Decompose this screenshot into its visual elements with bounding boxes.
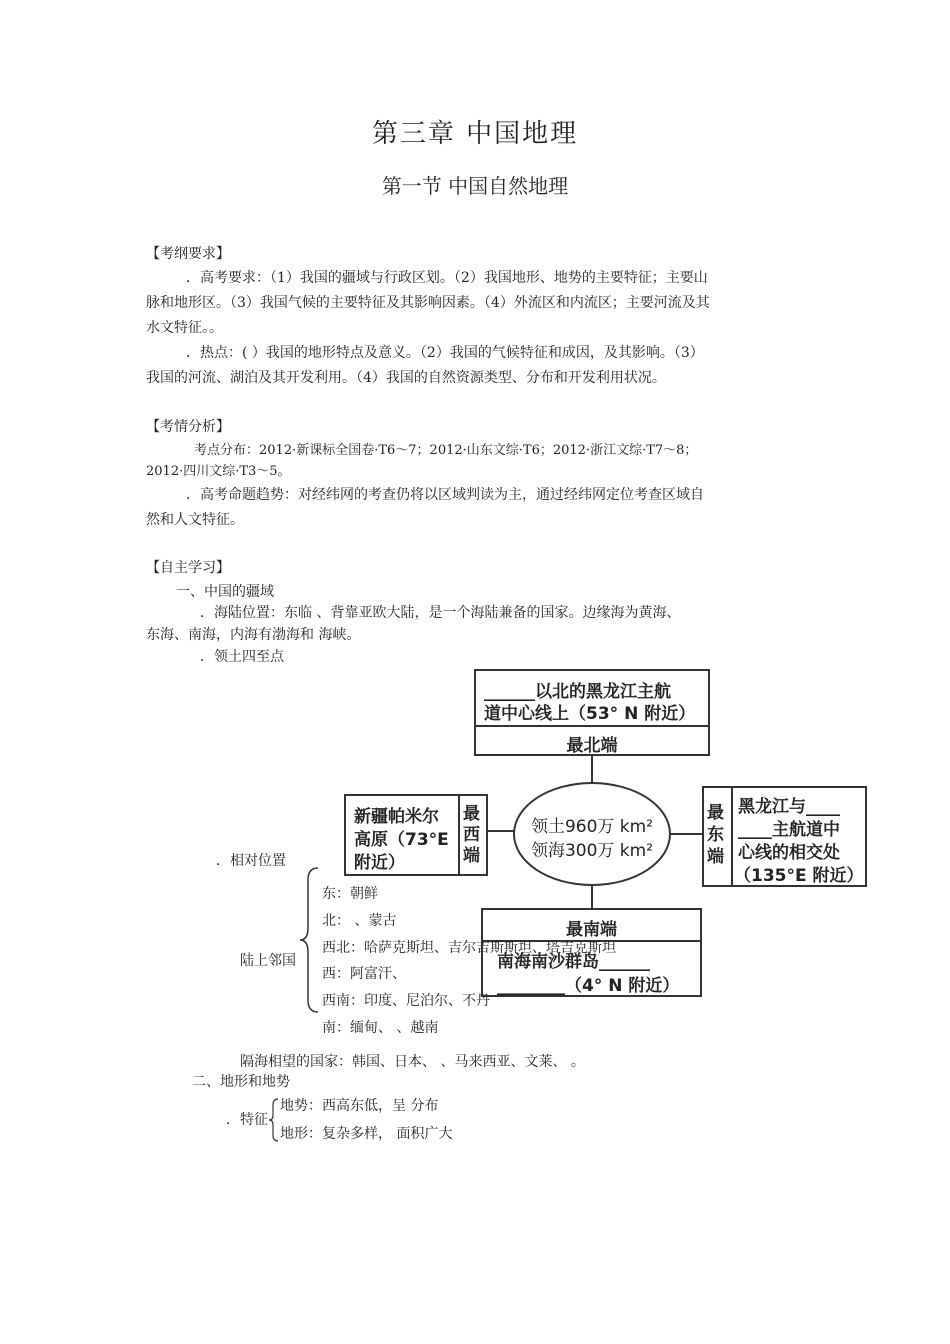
connector-line (487, 830, 515, 832)
territory-area-ellipse (513, 782, 671, 886)
terrain-feature: 地形：复杂多样， 面积广大 (280, 1126, 453, 1142)
connector-line (591, 884, 593, 910)
section-header-requirements: 【考纲要求】 (146, 246, 230, 262)
neighbor-southwest: 西南：印度、尼泊尔、不丹 (322, 993, 490, 1009)
brace-icon (268, 1097, 280, 1143)
text-line: ．高考命题趋势：对经纬网的考查仍将以区域判读为主，通过经纬网定位考查区域自 (186, 487, 704, 503)
text-line: 东海、南海，内海有渤海和 海峡。 (146, 627, 361, 643)
section-header-analysis: 【考情分析】 (146, 419, 230, 435)
westernmost-desc: 高原（73°E (354, 830, 449, 850)
neighbor-south: 南：缅甸、 、越南 (322, 1020, 439, 1036)
easternmost-desc: ____主航道中 (738, 820, 840, 840)
text-line: 考点分布：2012·新课标全国卷·T6～7；2012·山东文综·T6；2012·浙江文综·T7～8； (194, 443, 698, 458)
easternmost-box (702, 786, 867, 887)
neighbor-west: 西：阿富汗、 (322, 966, 406, 982)
land-area: 领土960万 km² (530, 817, 654, 837)
page-title: 第三章 中国地理 (371, 119, 579, 149)
sea-area: 领海300万 km² (530, 841, 654, 861)
brace-icon (298, 866, 322, 1014)
southernmost-desc: ________（4° N 附近） (497, 976, 680, 996)
connector-line (591, 754, 593, 784)
easternmost-label: 最东端 (707, 803, 724, 867)
westernmost-label: 最西端 (463, 804, 480, 866)
terrain-feature: 地势：西高东低，呈 分布 (280, 1098, 439, 1114)
land-neighbors-label: 陆上邻国 (240, 953, 296, 969)
westernmost-desc: 附近） (354, 853, 405, 873)
northernmost-label: 最北端 (566, 736, 618, 756)
text-line: ．高考要求：（1）我国的疆域与行政区划。（2）我国地形、地势的主要特征；主要山 (186, 270, 708, 286)
text-line: 2012·四川文综·T3～5。 (146, 464, 291, 479)
neighbor-east: 东：朝鲜 (322, 886, 378, 902)
easternmost-desc: 黑龙江与____ (738, 797, 840, 817)
northernmost-box (474, 669, 710, 756)
neighbor-northwest: 西北：哈萨克斯坦、吉尔吉斯斯坦、塔吉克斯坦 (322, 940, 616, 956)
feature-label: ．特征 (226, 1112, 268, 1128)
easternmost-desc: （135°E 附近） (734, 866, 864, 886)
northernmost-desc: ______以北的黑龙江主航 (484, 682, 671, 702)
sea-neighbors: 隔海相望的国家：韩国、日本、 、马来西亚、文莱、 。 (240, 1054, 585, 1070)
neighbor-north: 北： 、蒙古 (322, 913, 397, 929)
text-line: 脉和地形区。（3）我国气候的主要特征及其影响因素。（4）外流区和内流区；主要河流及其 (146, 295, 710, 311)
section-header-selfstudy: 【自主学习】 (146, 560, 230, 576)
text-line: 水文特征。。 (146, 320, 223, 336)
text-line: ．热点：( ）我国的地形特点及意义。（2）我国的气候特征和成因，及其影响。（3） (186, 345, 704, 361)
westernmost-desc: 新疆帕米尔 (354, 807, 439, 827)
relative-position-label: ．相对位置 (216, 853, 286, 869)
page-subtitle: 第一节 中国自然地理 (381, 174, 569, 198)
text-line: ．海陆位置：东临 、背靠亚欧大陆，是一个海陆兼备的国家。边缘海为黄海、 (200, 605, 681, 621)
easternmost-desc: 心线的相交处 (738, 843, 840, 863)
text-line: 我国的河流、湖泊及其开发利用。（4）我国的自然资源类型、分布和开发利用状况。 (146, 370, 666, 386)
connector-line (669, 833, 703, 835)
southernmost-desc: 南海南沙群岛______ (497, 952, 650, 972)
westernmost-box (344, 794, 488, 876)
text-line: 然和人文特征。 (146, 512, 244, 528)
southernmost-label: 最南端 (566, 920, 617, 940)
subsection-title: 一、中国的疆域 (176, 584, 274, 600)
text-line: ．领土四至点 (200, 649, 284, 665)
northernmost-desc: 道中心线上（53° N 附近） (484, 704, 696, 724)
subsection-title: 二、地形和地势 (192, 1074, 290, 1090)
